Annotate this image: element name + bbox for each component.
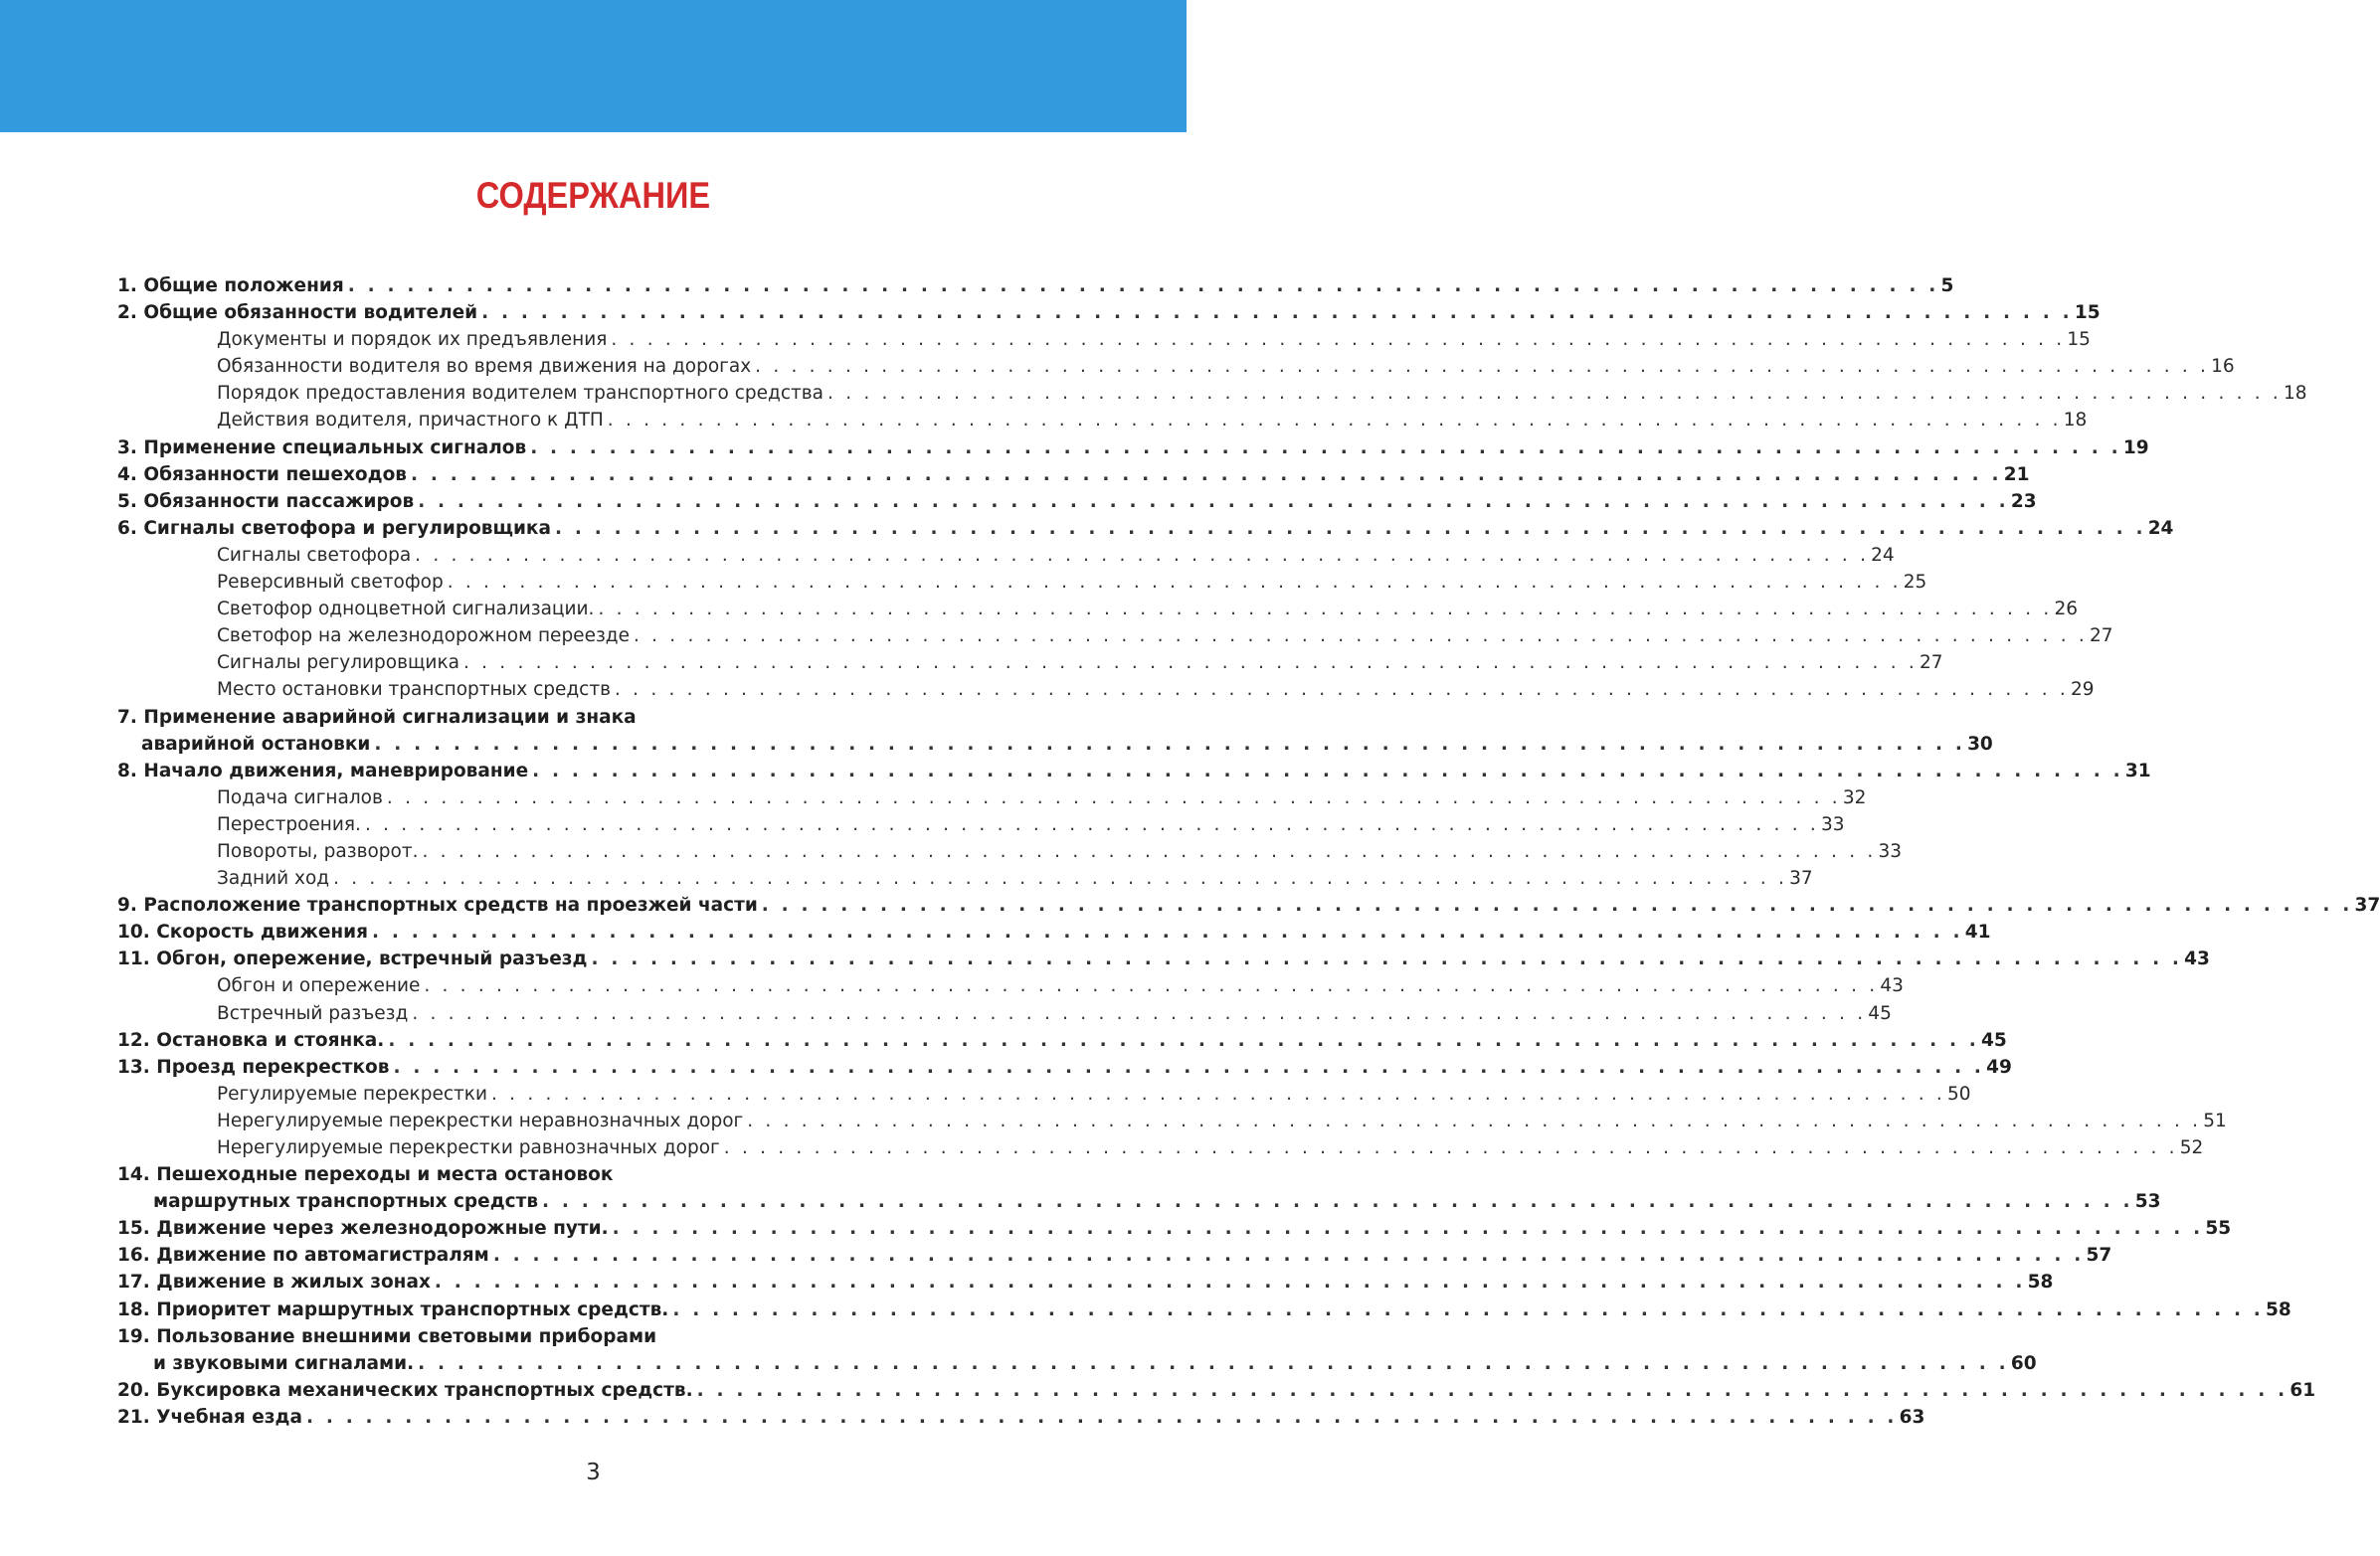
toc-entry [117, 919, 1991, 946]
toc-entry-label: 21. Учебная езда [117, 1406, 302, 1428]
dot-leader: . . . . . . . . . . . . . . . . . . . . . . . . . . . . . . . . . . . . . . . . . . . . . . . . . . . . . . . . . . . . . . . . . . . . . . . . . . . . . . . . . [481, 302, 2073, 324]
dot-leader: . . . . . . . . . . . . . . . . . . . . . . . . . . . . . . . . . . . . . . . . . . . . . . . . . . . . . . . . . . . . . . . . . . . . . . . . . . . . . . . . . [633, 625, 2088, 647]
toc-entry-page: 45 [1868, 1002, 1892, 1024]
toc-entry [117, 596, 2078, 622]
toc-entry-page: 21 [2003, 463, 2030, 485]
toc-entry-label: Место остановки транспортных средств [217, 679, 612, 701]
toc-entry [117, 1161, 975, 1188]
dot-leader: . . . . . . . . . . . . . . . . . . . . . . . . . . . . . . . . . . . . . . . . . . . . . . . . . . . . . . . . . . . . . . . . . . . . . . . . . . . . . . . . . [607, 410, 2062, 432]
dot-leader: . . . . . . . . . . . . . . . . . . . . . . . . . . . . . . . . . . . . . . . . . . . . . . . . . . . . . . . . . . . . . . . . . . . . . . . . . . . . . . . . . [415, 544, 1870, 566]
dot-leader: . . . . . . . . . . . . . . . . . . . . . . . . . . . . . . . . . . . . . . . . . . . . . . . . . . . . . . . . . . . . . . . . . . . . . . . . . . . . . . . . . [422, 840, 1877, 862]
toc-entry-page: 23 [2010, 490, 2037, 512]
toc-entry-page: 33 [1878, 840, 1903, 862]
dot-leader: . . . . . . . . . . . . . . . . . . . . . . . . . . . . . . . . . . . . . . . . . . . . . . . . . . . . . . . . . . . . . . . . . . . . . . . . . . . . . . . . . [672, 1298, 2265, 1320]
toc-entry-page: 26 [2054, 599, 2078, 620]
toc-entry-page: 49 [1986, 1056, 2012, 1078]
dot-leader: . . . . . . . . . . . . . . . . . . . . . . . . . . . . . . . . . . . . . . . . . . . . . . . . . . . . . . . . . . . . . . . . . . . . . . . . . . . . . . . . . [447, 572, 1902, 594]
toc-entry-label: Подача сигналов [217, 786, 383, 808]
dot-leader: . . . . . . . . . . . . . . . . . . . . . . . . . . . . . . . . . . . . . . . . . . . . . . . . . . . . . . . . . . . . . . . . . . . . . . . . . . . . . . . . . [532, 760, 2123, 781]
toc-entry [117, 838, 1903, 865]
dot-leader: . . . . . . . . . . . . . . . . . . . . . . . . . . . . . . . . . . . . . . . . . . . . . . . . . . . . . . . . . . . . . . . . . . . . . . . . . . . . . . . . . [364, 813, 1819, 835]
toc-entry-label: Повороты, разворот. [217, 840, 419, 862]
dot-leader: . . . . . . . . . . . . . . . . . . . . . . . . . . . . . . . . . . . . . . . . . . . . . . . . . . . . . . . . . . . . . . . . . . . . . . . . . . . . . . . . . [424, 975, 1879, 997]
toc-entry-label: 2. Общие обязанности водителей [117, 302, 478, 324]
toc-entry-page: 45 [1981, 1029, 2007, 1051]
toc-entry-label: 13. Проезд перекрестков [117, 1056, 390, 1078]
dot-leader: . . . . . . . . . . . . . . . . . . . . . . . . . . . . . . . . . . . . . . . . . . . . . . . . . . . . . . . . . . . . . . . . . . . . . . . . . . . . . . . . . [612, 1218, 2204, 1240]
toc-entry-page: 41 [1964, 922, 1991, 944]
dot-leader: . . . . . . . . . . . . . . . . . . . . . . . . . . . . . . . . . . . . . . . . . . . . . . . . . . . . . . . . . . . . . . . . . . . . . . . . . . . . . . . . . [611, 329, 2066, 351]
toc-entry [117, 1377, 2316, 1404]
dot-leader: . . . . . . . . . . . . . . . . . . . . . . . . . . . . . . . . . . . . . . . . . . . . . . . . . . . . . . . . . . . . . . . . . . . . . . . . . . . . . . . . . [827, 383, 2283, 405]
toc-entry [117, 649, 1943, 676]
dot-leader: . . . . . . . . . . . . . . . . . . . . . . . . . . . . . . . . . . . . . . . . . . . . . . . . . . . . . . . . . . . . . . . . . . . . . . . . . . . . . . . . . [388, 1029, 1980, 1051]
toc-entry-label: 6. Сигналы светофора и регулировщика [117, 517, 551, 539]
dot-leader: . . . . . . . . . . . . . . . . . . . . . . . . . . . . . . . . . . . . . . . . . . . . . . . . . . . . . . . . . . . . . . . . . . . . . . . . . . . . . . . . . [372, 922, 1963, 944]
toc-entry [117, 1350, 2037, 1377]
toc-entry-page: 50 [1946, 1083, 1971, 1105]
toc-entry [117, 1188, 2161, 1215]
toc-entry [117, 1027, 2007, 1054]
header-color-band [0, 0, 1187, 132]
dot-leader: . . . . . . . . . . . . . . . . . . . . . . . . . . . . . . . . . . . . . . . . . . . . . . . . . . . . . . . . . . . . . . . . . . . . . . . . . . . . . . . . . [434, 1272, 2026, 1294]
toc-entry-page: 18 [2063, 410, 2088, 432]
toc-entry-label: 4. Обязанности пешеходов [117, 463, 407, 485]
toc-entry-page: 63 [1899, 1406, 1925, 1428]
toc-entry-label: аварийной остановки [141, 733, 371, 755]
toc-entry-label: Регулируемые перекрестки [217, 1083, 487, 1105]
toc-entry-label: 16. Движение по автомагистралям [117, 1245, 489, 1267]
dot-leader: . . . . . . . . . . . . . . . . . . . . . . . . . . . . . . . . . . . . . . . . . . . . . . . . . . . . . . . . . . . . . . . . . . . . . . . . . . . . . . . . . [615, 679, 2069, 701]
toc-entry [117, 946, 2210, 972]
dot-leader: . . . . . . . . . . . . . . . . . . . . . . . . . . . . . . . . . . . . . . . . . . . . . . . . . . . . . . . . . . . . . . . . . . . . . . . . . . . . . . . . . [530, 436, 2121, 458]
toc-entry-page: 19 [2122, 436, 2149, 458]
dot-leader: . . . . . . . . . . . . . . . . . . . . . . . . . . . . . . . . . . . . . . . . . . . . . . . . . . . . . . . . . . . . . . . . . . . . . . . . . . . . . . . . . [542, 1191, 2133, 1213]
toc-entry-label: 18. Приоритет маршрутных транспортных средств. [117, 1298, 669, 1320]
toc-entry-page: 15 [2074, 302, 2101, 324]
dot-leader: . . . . . . . . . . . . . . . . . . . . . . . . . . . . . . . . . . . . . . . . . . . . . . . . . . . . . . . . . . . . . . . . . . . . . . . . . . . . . . . . . [462, 652, 1918, 674]
toc-entry-page: 61 [2289, 1379, 2316, 1401]
toc-entry-page: 51 [2203, 1110, 2227, 1131]
toc-entry-label: и звуковыми сигналами. [153, 1352, 415, 1374]
toc-entry [117, 1054, 2012, 1081]
dot-leader: . . . . . . . . . . . . . . . . . . . . . . . . . . . . . . . . . . . . . . . . . . . . . . . . . . . . . . . . . . . . . . . . . . . . . . . . . . . . . . . . . [755, 356, 2210, 378]
toc-entry [117, 1404, 1925, 1431]
toc-entry [117, 704, 975, 731]
toc-entry-page: 31 [2124, 760, 2151, 781]
toc-entry [117, 1000, 1892, 1027]
toc-entry-label: 19. Пользование внешними световыми приборами [117, 1325, 657, 1347]
toc-entry [117, 972, 1904, 999]
dot-leader: . . . . . . . . . . . . . . . . . . . . . . . . . . . . . . . . . . . . . . . . . . . . . . . . . . . . . . . . . . . . . . . . . . . . . . . . . . . . . . . . . [305, 1406, 1898, 1428]
toc-entry [117, 1242, 2112, 1269]
toc-entry-page: 25 [1903, 572, 1927, 594]
toc-entry-label: Нерегулируемые перекрестки равнозначных дорог [217, 1137, 720, 1158]
dot-leader: . . . . . . . . . . . . . . . . . . . . . . . . . . . . . . . . . . . . . . . . . . . . . . . . . . . . . . . . . . . . . . . . . . . . . . . . . . . . . . . . . [418, 490, 2009, 512]
toc-entry-page: 27 [2089, 625, 2113, 647]
toc-entry [117, 515, 2174, 542]
dot-leader: . . . . . . . . . . . . . . . . . . . . . . . . . . . . . . . . . . . . . . . . . . . . . . . . . . . . . . . . . . . . . . . . . . . . . . . . . . . . . . . . . [723, 1137, 2178, 1158]
toc-entry-label: Перестроения. [217, 813, 361, 835]
toc-entry-label: Светофор одноцветной сигнализации. [217, 599, 595, 620]
toc-entry-page: 15 [2067, 329, 2091, 351]
toc-entry [117, 731, 1993, 758]
toc-entry-label: 8. Начало движения, маневрирование [117, 760, 529, 781]
toc-entry-page: 24 [1871, 544, 1895, 566]
page-title: СОДЕРЖАНИЕ [475, 175, 711, 216]
toc-entry-label: Порядок предоставления водителем транспортного средства [217, 383, 824, 405]
toc-entry-label: Обязанности водителя во время движения на дорогах [217, 356, 752, 378]
toc-entry [117, 1323, 975, 1350]
toc-entry [117, 865, 1813, 892]
toc-entry-page: 43 [2184, 949, 2210, 970]
dot-leader: . . . . . . . . . . . . . . . . . . . . . . . . . . . . . . . . . . . . . . . . . . . . . . . . . . . . . . . . . . . . . . . . . . . . . . . . . . . . . . . . . [386, 786, 1841, 808]
toc-entry [117, 1269, 2054, 1296]
dot-leader: . . . . . . . . . . . . . . . . . . . . . . . . . . . . . . . . . . . . . . . . . . . . . . . . . . . . . . . . . . . . . . . . . . . . . . . . . . . . . . . . . [347, 275, 1939, 296]
toc-entry [117, 811, 1845, 838]
dot-leader: . . . . . . . . . . . . . . . . . . . . . . . . . . . . . . . . . . . . . . . . . . . . . . . . . . . . . . . . . . . . . . . . . . . . . . . . . . . . . . . . . [747, 1110, 2202, 1131]
toc-entry-page: 5 [1940, 275, 1954, 296]
toc-entry-label: 17. Движение в жилых зонах [117, 1272, 431, 1294]
toc-entry-label: Светофор на железнодорожном переезде [217, 625, 630, 647]
toc-entry-page: 37 [2354, 895, 2380, 917]
toc-entry-label: Действия водителя, причастного к ДТП [217, 410, 604, 432]
toc-entry [117, 892, 2380, 919]
dot-leader: . . . . . . . . . . . . . . . . . . . . . . . . . . . . . . . . . . . . . . . . . . . . . . . . . . . . . . . . . . . . . . . . . . . . . . . . . . . . . . . . . [393, 1056, 1985, 1078]
toc-entry-page: 52 [2179, 1137, 2204, 1158]
toc-entry [117, 784, 1867, 811]
dot-leader: . . . . . . . . . . . . . . . . . . . . . . . . . . . . . . . . . . . . . . . . . . . . . . . . . . . . . . . . . . . . . . . . . . . . . . . . . . . . . . . . . [492, 1245, 2085, 1267]
toc-entry-label: Задний ход [217, 868, 330, 890]
dot-leader: . . . . . . . . . . . . . . . . . . . . . . . . . . . . . . . . . . . . . . . . . . . . . . . . . . . . . . . . . . . . . . . . . . . . . . . . . . . . . . . . . [598, 599, 2053, 620]
page-number: 3 [586, 1460, 601, 1485]
toc-entry-page: 55 [2205, 1218, 2232, 1240]
toc-entry [117, 326, 2091, 353]
toc-entry-label: 11. Обгон, опережение, встречный разъезд [117, 949, 588, 970]
toc-entry [117, 488, 2037, 515]
toc-entry-page: 16 [2211, 356, 2235, 378]
toc-entry-label: Сигналы светофора [217, 544, 412, 566]
toc-entry-label: Нерегулируемые перекрестки неравнозначных дорог [217, 1110, 744, 1131]
toc-entry-page: 32 [1842, 786, 1867, 808]
toc-entry-label: 1. Общие положения [117, 275, 344, 296]
dot-leader: . . . . . . . . . . . . . . . . . . . . . . . . . . . . . . . . . . . . . . . . . . . . . . . . . . . . . . . . . . . . . . . . . . . . . . . . . . . . . . . . . [554, 517, 2146, 539]
toc-entry-label: 14. Пешеходные переходы и места остановок [117, 1164, 614, 1186]
toc-entry-label: 10. Скорость движения [117, 922, 369, 944]
toc-entry-label: Документы и порядок их предъявления [217, 329, 608, 351]
toc-entry-label: Обгон и опережение [217, 975, 421, 997]
toc-entry-page: 30 [1967, 733, 1993, 755]
toc-entry [117, 676, 2095, 703]
toc-entry-label: 15. Движение через железнодорожные пути. [117, 1218, 609, 1240]
dot-leader: . . . . . . . . . . . . . . . . . . . . . . . . . . . . . . . . . . . . . . . . . . . . . . . . . . . . . . . . . . . . . . . . . . . . . . . . . . . . . . . . . [696, 1379, 2288, 1401]
toc-entry-page: 58 [2266, 1298, 2291, 1320]
toc-entry [117, 1215, 2232, 1242]
dot-leader: . . . . . . . . . . . . . . . . . . . . . . . . . . . . . . . . . . . . . . . . . . . . . . . . . . . . . . . . . . . . . . . . . . . . . . . . . . . . . . . . . [374, 733, 1966, 755]
dot-leader: . . . . . . . . . . . . . . . . . . . . . . . . . . . . . . . . . . . . . . . . . . . . . . . . . . . . . . . . . . . . . . . . . . . . . . . . . . . . . . . . . [411, 463, 2002, 485]
toc-entry-label: маршрутных транспортных средств [153, 1191, 539, 1213]
toc-entry-label: 7. Применение аварийной сигнализации и знака [117, 706, 637, 728]
toc-entry [117, 1108, 2227, 1134]
toc-entry-page: 18 [2284, 383, 2307, 405]
table-of-contents [117, 272, 2380, 1431]
toc-entry [117, 299, 2101, 326]
toc-entry-label: 3. Применение специальных сигналов [117, 436, 527, 458]
toc-entry-page: 33 [1820, 813, 1845, 835]
toc-entry [117, 353, 2235, 380]
toc-entry-label: 9. Расположение транспортных средств на проезжей части [117, 895, 758, 917]
toc-entry [117, 380, 2307, 407]
dot-leader: . . . . . . . . . . . . . . . . . . . . . . . . . . . . . . . . . . . . . . . . . . . . . . . . . . . . . . . . . . . . . . . . . . . . . . . . . . . . . . . . . [761, 895, 2353, 917]
toc-entry [117, 1081, 1971, 1108]
dot-leader: . . . . . . . . . . . . . . . . . . . . . . . . . . . . . . . . . . . . . . . . . . . . . . . . . . . . . . . . . . . . . . . . . . . . . . . . . . . . . . . . . [491, 1083, 1945, 1105]
toc-entry-page: 60 [2010, 1352, 2037, 1374]
toc-entry-label: Реверсивный светофор [217, 572, 444, 594]
toc-entry [117, 407, 2088, 433]
dot-leader: . . . . . . . . . . . . . . . . . . . . . . . . . . . . . . . . . . . . . . . . . . . . . . . . . . . . . . . . . . . . . . . . . . . . . . . . . . . . . . . . . [412, 1002, 1867, 1024]
toc-entry-label: 12. Остановка и стоянка. [117, 1029, 385, 1051]
toc-entry-page: 43 [1880, 975, 1904, 997]
toc-entry [117, 758, 2151, 784]
toc-entry-label: 5. Обязанности пассажиров [117, 490, 415, 512]
toc-entry-page: 57 [2086, 1245, 2112, 1267]
toc-entry [117, 434, 2149, 461]
toc-entry [117, 1134, 2204, 1161]
toc-entry-label: 20. Буксировка механических транспортных средств. [117, 1379, 693, 1401]
toc-entry [117, 1297, 2291, 1323]
toc-entry-label: Сигналы регулировщика [217, 652, 459, 674]
toc-entry-page: 58 [2027, 1272, 2054, 1294]
toc-entry-page: 29 [2071, 679, 2095, 701]
toc-entry [117, 569, 1927, 596]
toc-entry [117, 622, 2113, 649]
dot-leader: . . . . . . . . . . . . . . . . . . . . . . . . . . . . . . . . . . . . . . . . . . . . . . . . . . . . . . . . . . . . . . . . . . . . . . . . . . . . . . . . . [591, 949, 2183, 970]
toc-entry [117, 272, 1954, 299]
toc-entry [117, 542, 1895, 569]
toc-entry-page: 24 [2147, 517, 2174, 539]
toc-entry-label: Встречный разъезд [217, 1002, 409, 1024]
dot-leader: . . . . . . . . . . . . . . . . . . . . . . . . . . . . . . . . . . . . . . . . . . . . . . . . . . . . . . . . . . . . . . . . . . . . . . . . . . . . . . . . . [418, 1352, 2009, 1374]
toc-entry [117, 461, 2030, 488]
dot-leader: . . . . . . . . . . . . . . . . . . . . . . . . . . . . . . . . . . . . . . . . . . . . . . . . . . . . . . . . . . . . . . . . . . . . . . . . . . . . . . . . . [333, 868, 1788, 890]
toc-entry-page: 53 [2134, 1191, 2161, 1213]
toc-entry-page: 27 [1919, 652, 1943, 674]
toc-entry-page: 37 [1789, 868, 1813, 890]
